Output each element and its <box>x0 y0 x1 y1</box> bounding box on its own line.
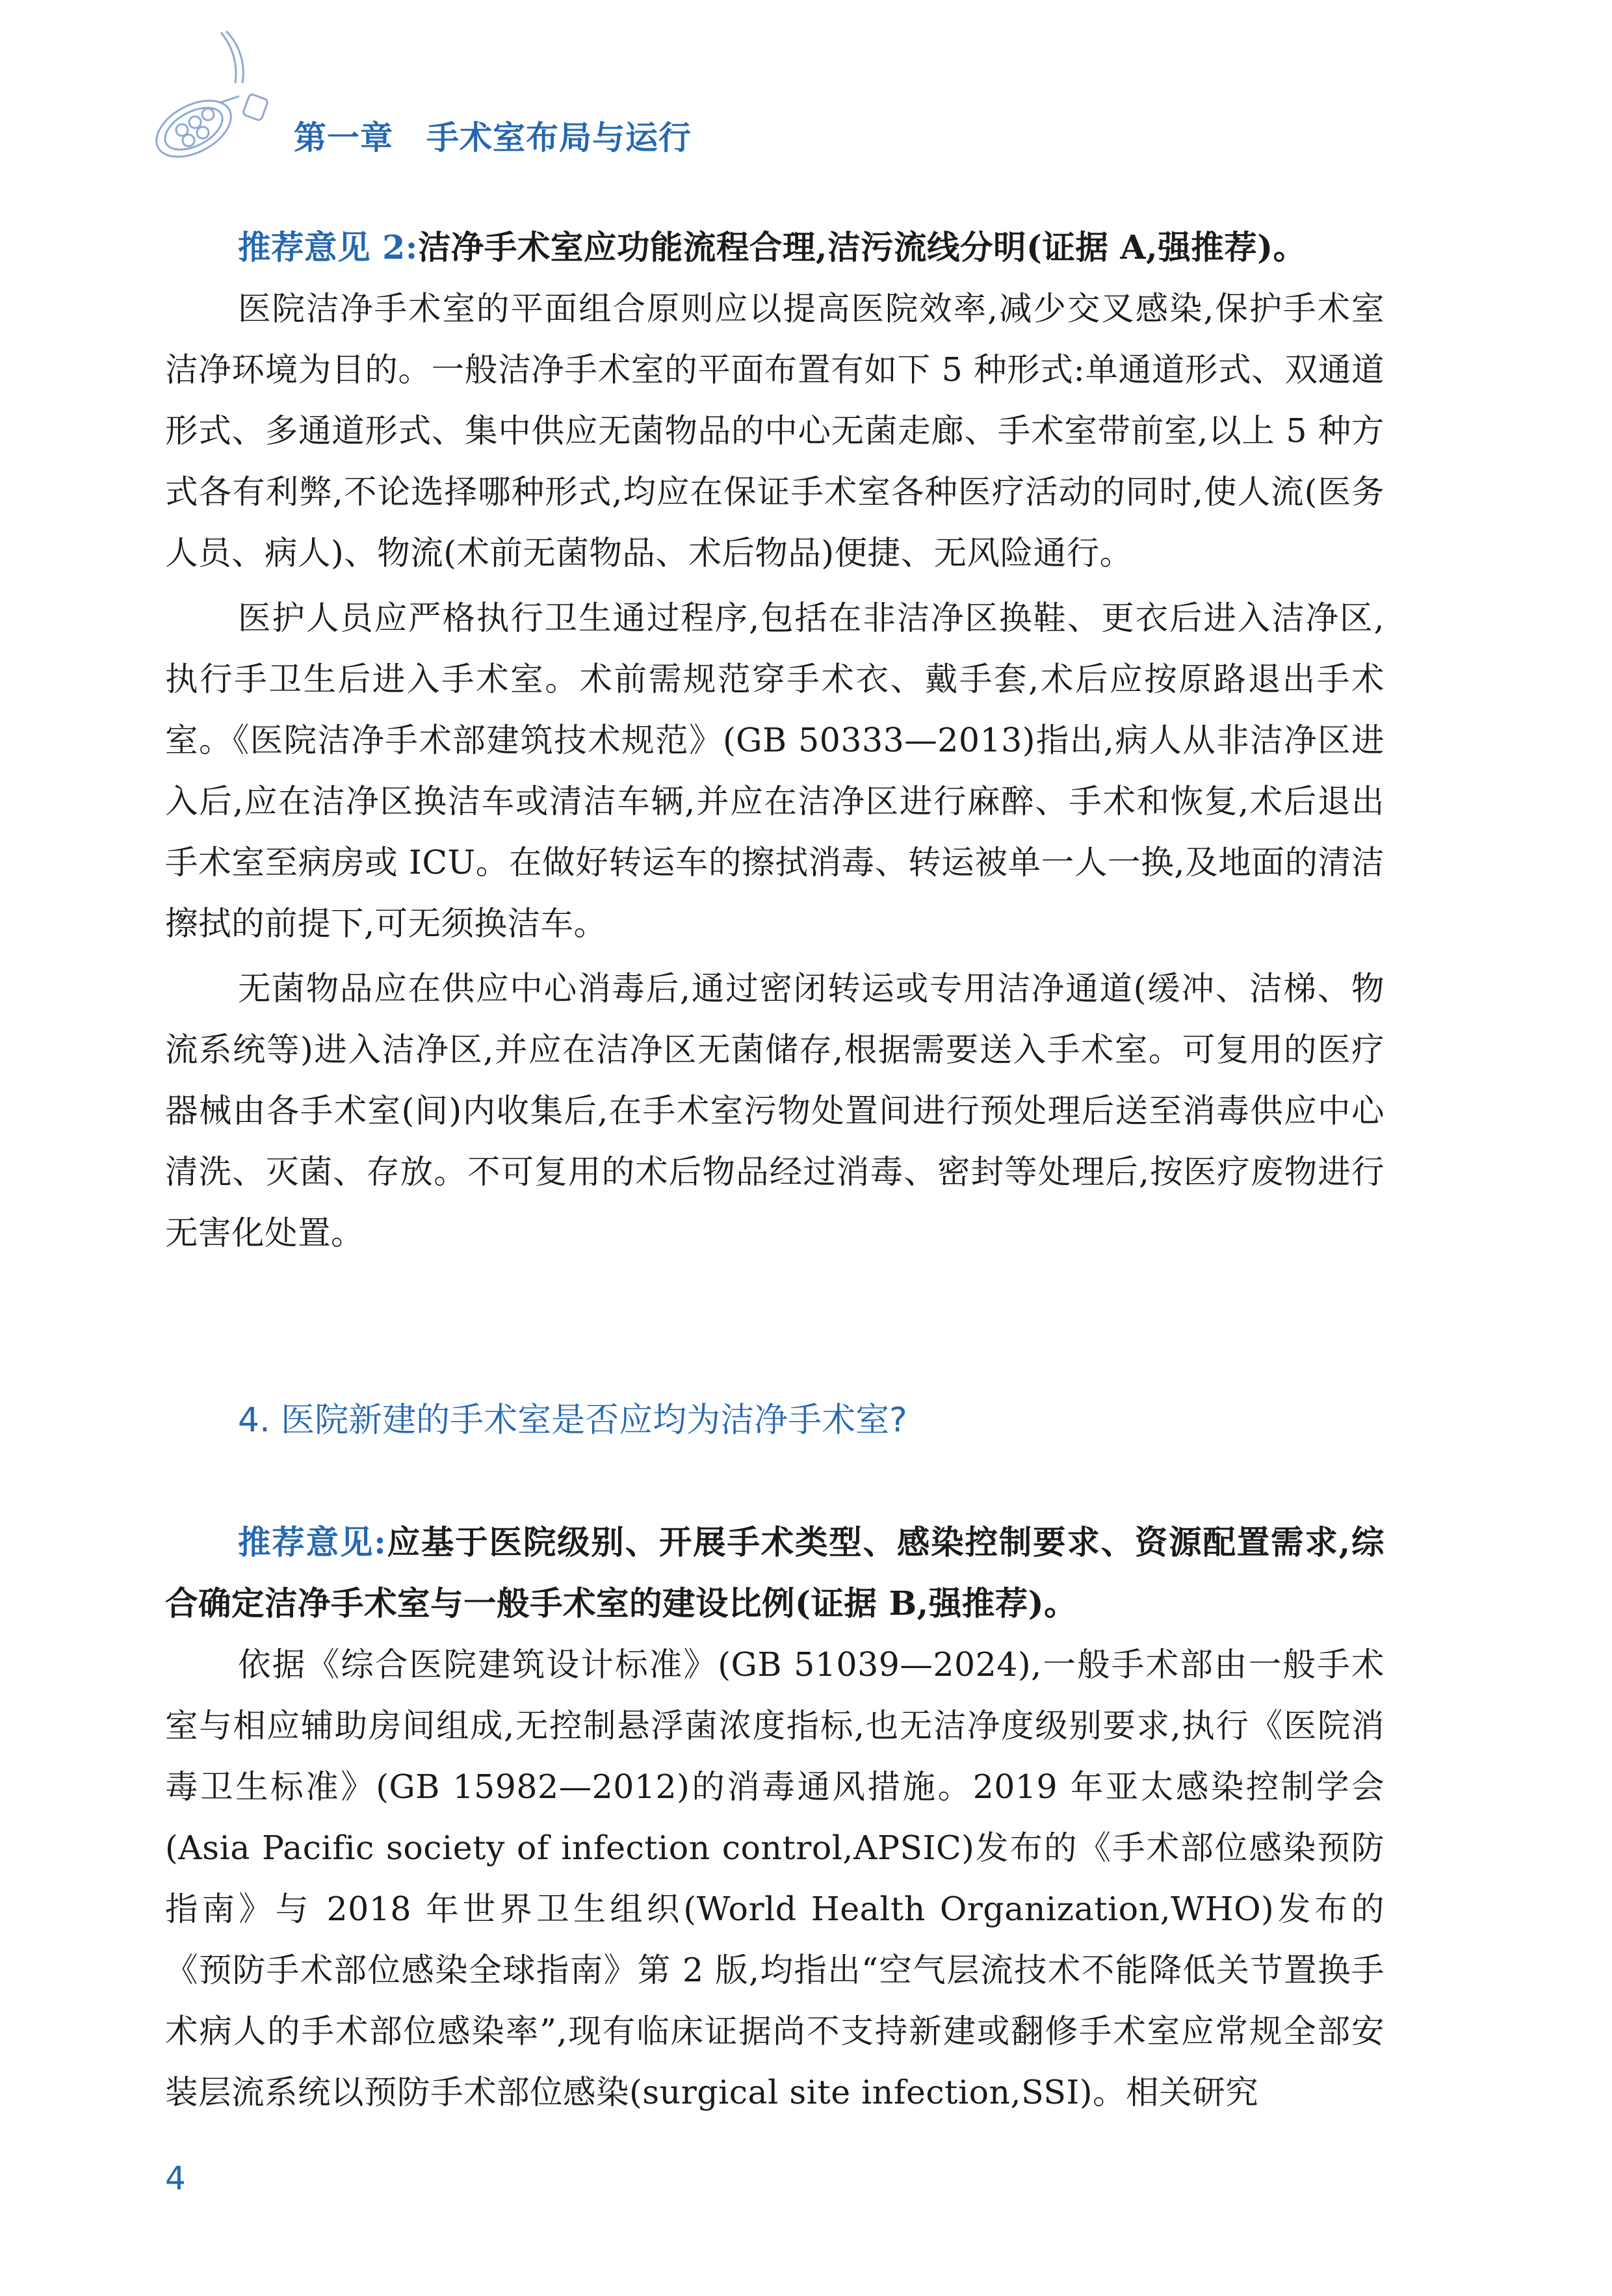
paragraph: 依据《综合医院建筑设计标准》(GB 51039—2024),一般手术部由一般手术室与相应辅助房间组成,无控制悬浮菌浓度指标,也无洁净度级别要求,执行《医院消毒卫生标准》(GB 15982—2012)的消毒通风措施。2019 年亚太感染控制学会(Asia Pacific society of infection control,APSIC)发布的《手术部位感染预防指南》与 2018 年世界卫生组织(World Health Organization,WHO)发布的《预防手术部位感染全球指南》第 2 版,均指出“空气层流技术不能降低关节置换手术病人的手术部位感染率”,现有临床证据尚不支持新建或翻修手术室应常规全部安装层流系统以预防手术部位感染(surgical site infection,SSI)。相关研究 <box>165 1645 1384 2111</box>
recommendation-text: 洁净手术室应功能流程合理,洁污流线分明(证据 A,强推荐)。 <box>417 228 1306 267</box>
recommendation-lead: 推荐意见: <box>238 1523 387 1561</box>
recommendation-lead: 推荐意见 2: <box>238 228 418 267</box>
recommendation-text: 应基于医院级别、开展手术类型、感染控制要求、资源配置需求,综合确定洁净手术室与一般手术室的建设比例(证据 B,强推荐)。 <box>165 1523 1384 1623</box>
chapter-title: 第一章 手术室布局与运行 <box>294 119 692 157</box>
question-heading: 4. 医院新建的手术室是否应均为洁净手术室? <box>238 1401 907 1440</box>
page-number: 4 <box>165 2159 186 2197</box>
section-2-heading <box>165 1392 1384 1441</box>
section-2 <box>165 1512 1384 2123</box>
paragraph: 医护人员应严格执行卫生通过程序,包括在非洁净区换鞋、更衣后进入洁净区,执行手卫生后进入手术室。术前需规范穿手术衣、戴手套,术后应按原路退出手术室。《医院洁净手术部建筑技术规范》(GB 50333—2013)指出,病人从非洁净区进入后,应在洁净区换洁车或清洁车辆,并应在洁净区进行麻醉、手术和恢复,术后退出手术室至病房或 ICU。在做好转运车的擦拭消毒、转运被单一人一换,及地面的清洁擦拭的前提下,可无须换洁车。 <box>165 599 1384 943</box>
section-1 <box>165 217 1384 1264</box>
recommendation-2 <box>165 217 1384 278</box>
surgical-lamp-icon <box>148 18 278 168</box>
paragraph: 医院洁净手术室的平面组合原则应以提高医院效率,减少交叉感染,保护手术室洁净环境为目的。一般洁净手术室的平面布置有如下 5 种形式:单通道形式、双通道形式、多通道形式、集中供应无菌物品的中心无菌走廊、手术室带前室,以上 5 种方式各有利弊,不论选择哪种形式,均应在保证手术室各种医疗活动的同时,使人流(医务人员、病人)、物流(术前无菌物品、术后物品)便捷、无风险通行。 <box>165 289 1384 572</box>
recommendation <box>165 1512 1384 1634</box>
paragraph: 无菌物品应在供应中心消毒后,通过密闭转运或专用洁净通道(缓冲、洁梯、物流系统等)进入洁净区,并应在洁净区无菌储存,根据需要送入手术室。可复用的医疗器械由各手术室(间)内收集后,在手术室污物处置间进行预处理后送至消毒供应中心清洗、灭菌、存放。不可复用的术后物品经过消毒、密封等处理后,按医疗废物进行无害化处置。 <box>165 969 1384 1252</box>
